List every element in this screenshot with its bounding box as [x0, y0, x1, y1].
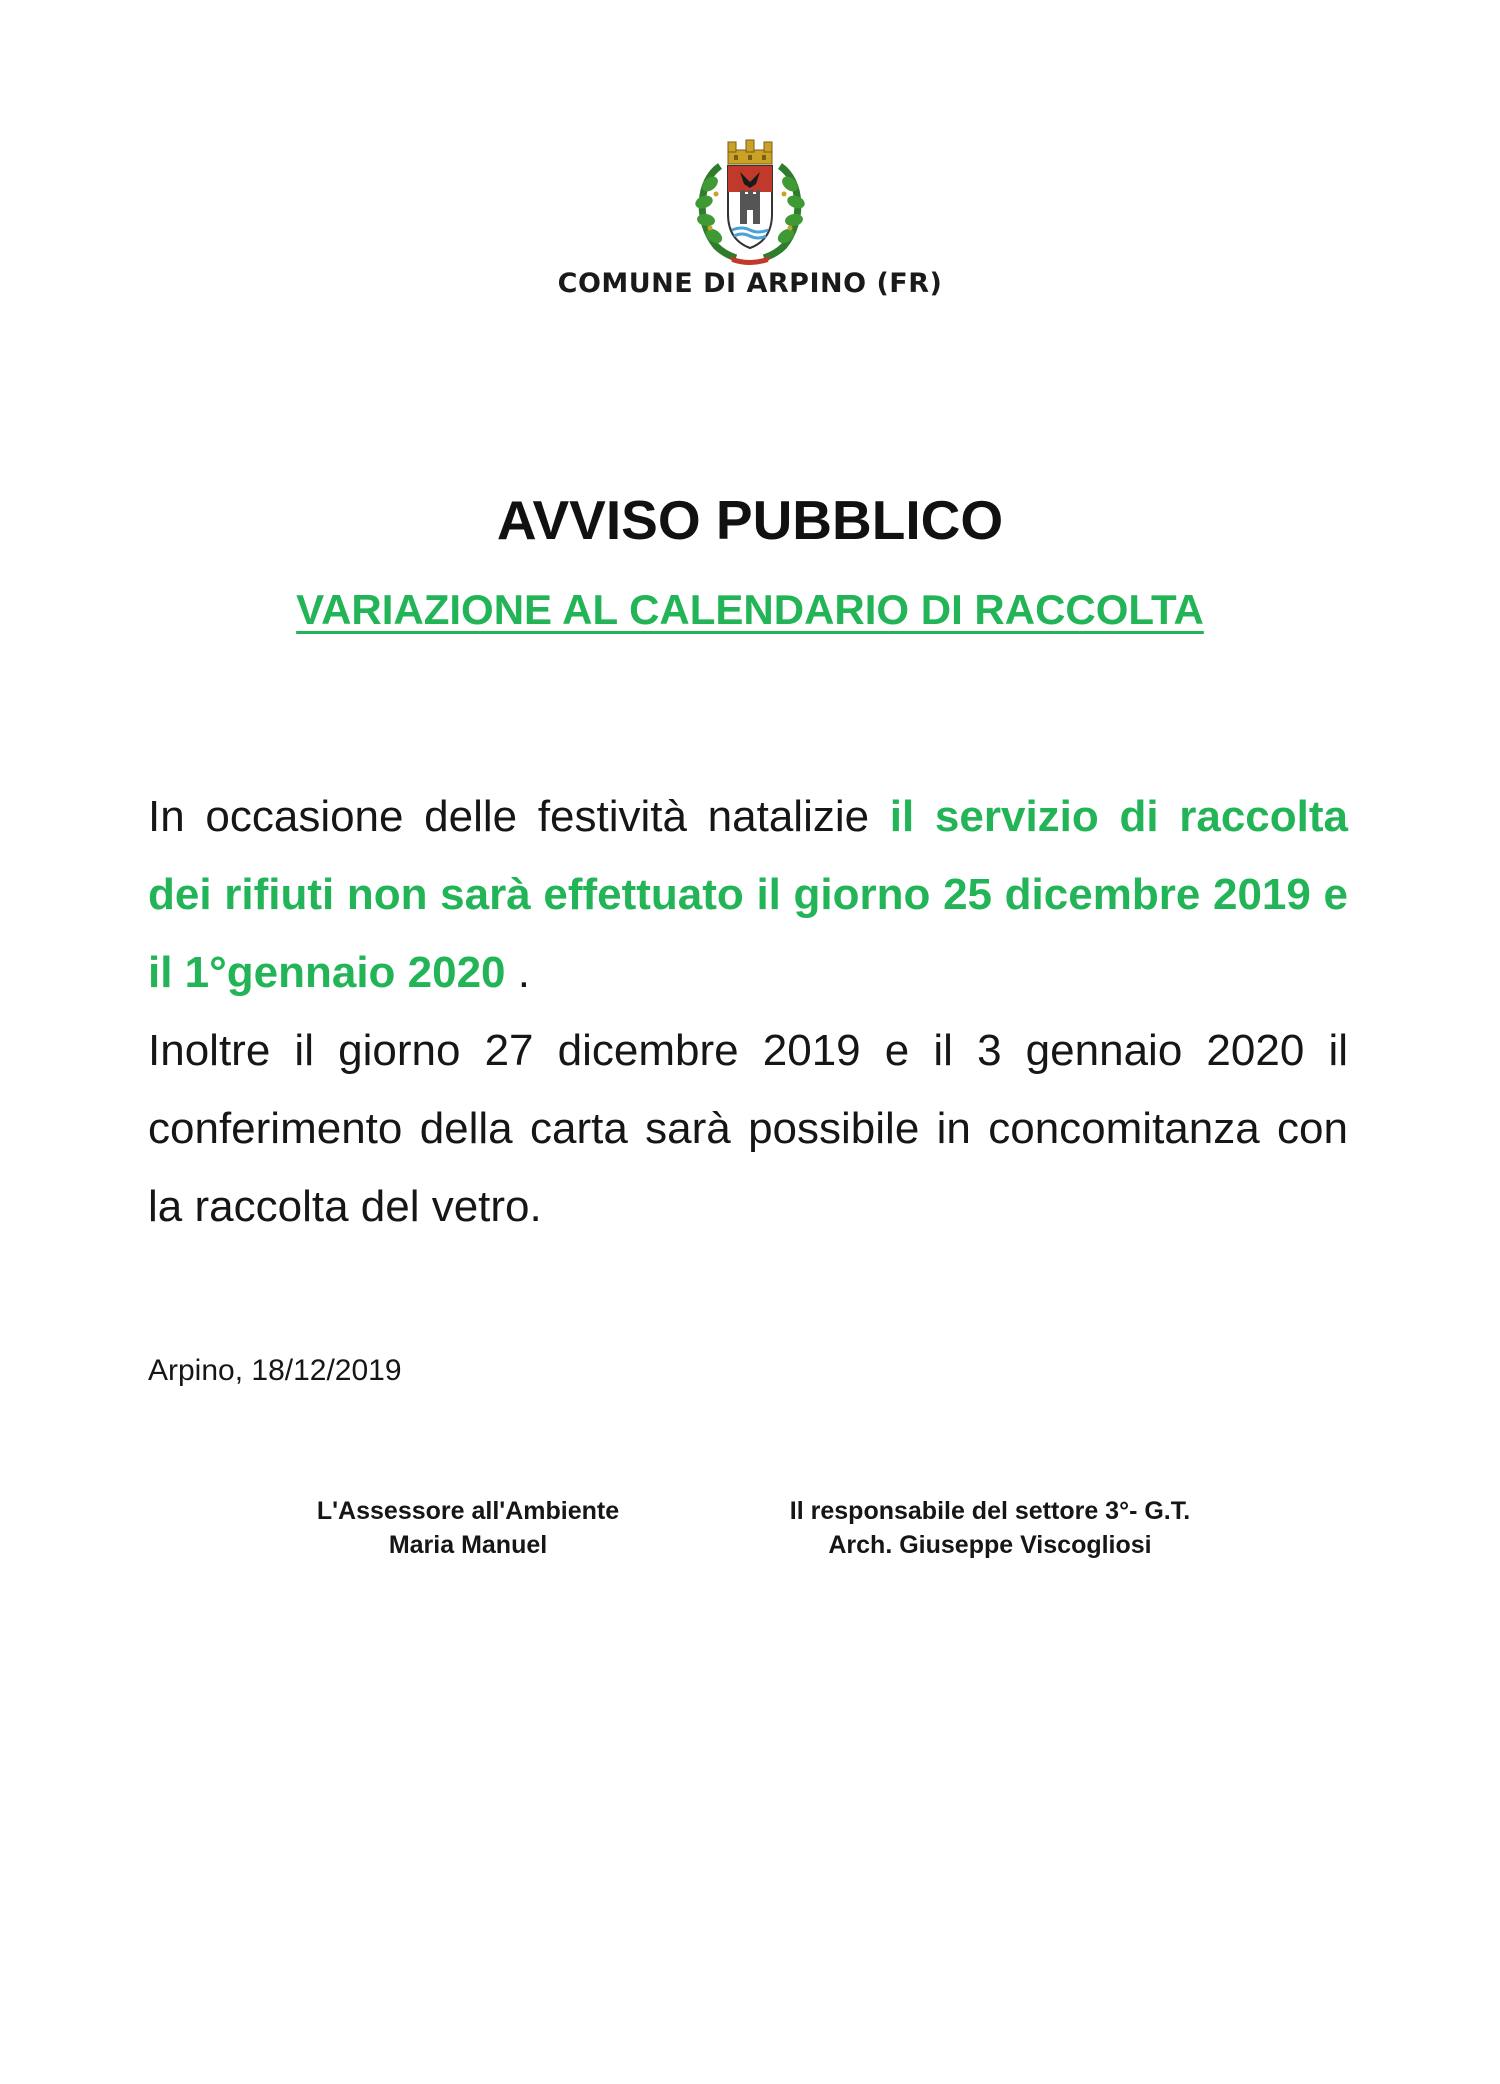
place-date: Arpino, 18/12/2019	[148, 1354, 402, 1387]
signature-block-left	[268, 1494, 668, 1562]
signature-block-right	[770, 1494, 1210, 1562]
notice-body	[148, 778, 1348, 1246]
body-intro-text: In occasione delle festività natalizie	[148, 792, 890, 841]
signature-name-right: Arch. Giuseppe Viscogliosi	[828, 1531, 1152, 1559]
signature-role-right: Il responsabile del settore 3°- G.T.	[789, 1497, 1191, 1525]
signature-name-left: Maria Manuel	[388, 1531, 548, 1559]
notice-subtitle: VARIAZIONE AL CALENDARIO DI RACCOLTA	[296, 586, 1204, 633]
body-end-text: .	[505, 948, 530, 997]
arpino-coat-of-arms-icon	[690, 136, 810, 266]
notice-title: AVVISO PUBBLICO	[496, 489, 1004, 551]
body-paragraph-1	[148, 778, 1348, 1012]
body-highlight-text: il servizio di raccolta dei rifiuti non sarà effettuato il giorno 25 dicembre 2019 e il 1°gennaio 2020	[148, 792, 1348, 997]
signature-role-left: L'Assessore all'Ambiente	[316, 1497, 620, 1525]
body-paragraph-2: Inoltre il giorno 27 dicembre 2019 e il 3 gennaio 2020 il conferimento della carta sarà possibile in concomitanza con la raccolta del vetro.	[148, 1026, 1348, 1231]
municipality-name: COMUNE DI ARPINO (FR)	[557, 268, 943, 299]
